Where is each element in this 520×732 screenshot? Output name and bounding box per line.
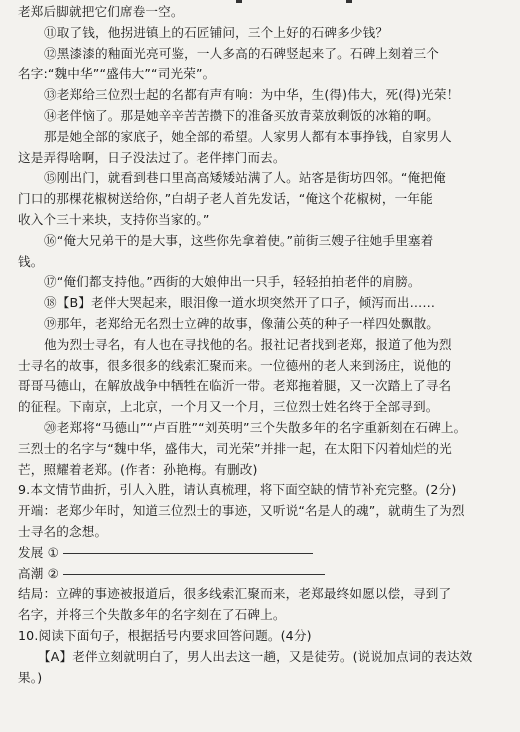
text-line-l24 <box>18 480 504 501</box>
text-line-l08 <box>18 148 504 169</box>
text-line-l31 <box>18 626 504 647</box>
line-text: 【A】老伴立刻就明白了，男人出去这一趟，又是徒劳。(说说加点词的表达效 <box>38 648 473 664</box>
line-text: 的征程。下南京，上北京，一个月又一个月，三位烈士姓名终于全部寻到。 <box>18 399 439 415</box>
line-text: ⑪取了钱，他拐进镇上的石匠铺问，三个上好的石碑多少钱？ <box>44 24 389 40</box>
text-line-l07 <box>18 127 504 148</box>
line-text: 开端：老郑少年时，知道三位烈士的事迹，又听说“名是人的魂”，就萌生了为烈 <box>18 503 465 519</box>
text-line-l30 <box>18 605 504 626</box>
text-line-l06 <box>18 106 504 127</box>
text-line-l16 <box>18 314 504 335</box>
text-line-l01 <box>18 2 504 23</box>
line-text: ⑬老郑给三位烈士起的名都有声有响：为中华，生(得)伟大，死(得)光荣！ <box>44 87 460 103</box>
text-line-l10 <box>18 189 504 210</box>
line-text: 他为烈士寻名，有人也在寻找他的名。报社记者找到老郑，报道了他为烈 <box>44 336 452 352</box>
text-line-l13 <box>18 252 504 273</box>
text-line-l29 <box>18 584 504 605</box>
text-line-l19 <box>18 376 504 397</box>
scan-mark <box>346 0 352 3</box>
answer-blank-line[interactable] <box>63 574 325 575</box>
text-line-l20 <box>18 397 504 418</box>
line-text: 名字，并将三个失散多年的名字刻在了石碑上。 <box>18 607 286 623</box>
body-text <box>18 2 504 688</box>
text-line-l26 <box>18 522 504 543</box>
text-line-l09 <box>18 168 504 189</box>
line-text: ⑯“俺大兄弟干的是大事，这些你先拿着使。”前街三嫂子往她手里塞着 <box>44 232 434 248</box>
line-text: 10.阅读下面句子，根据括号内要求回答问题。(4分) <box>18 627 312 643</box>
line-text: 名字:“魏中华”“盛伟大”“司光荣”。 <box>18 66 216 82</box>
line-text: 这是弄得啥啊，日子没法过了。老伴摔门而去。 <box>18 149 286 165</box>
line-text: 钱。 <box>18 253 44 269</box>
line-text: 结局：立碑的事迹被报道后，很多线索汇聚而来，老郑最终如愿以偿，寻到了 <box>18 586 452 602</box>
line-text: ⑱【B】老伴大哭起来，眼泪像一道水坝突然开了口子，倾泻而出…… <box>44 295 436 311</box>
line-text: ⑮刚出门，就看到巷口里高高矮矮站满了人。站客是街坊四邻。“俺把俺 <box>44 170 446 186</box>
text-line-l21 <box>18 418 504 439</box>
line-text: ⑰“俺们都支持他。”西街的大娘伸出一只手，轻轻拍拍老伴的肩膀。 <box>44 274 421 290</box>
text-line-l18 <box>18 356 504 377</box>
line-text: 哥哥马德山，在解放战争中牺牲在临沂一带。老郑拖着腿，又一次踏上了寻名 <box>18 378 452 394</box>
line-text: 果。) <box>18 669 43 685</box>
line-text: 三烈士的名字与“魏中华，盛伟大，司光荣”并排一起，在太阳下闪着灿烂的光 <box>18 440 452 456</box>
scan-mark <box>236 0 242 3</box>
line-text: ⑳老郑将“马德山”“卢百胜”“刘英明”三个失散多年的名字重新刻在石碑上。 <box>44 419 467 435</box>
line-text: ⑲那年，老郑给无名烈士立碑的故事，像蒲公英的种子一样四处飘散。 <box>44 315 440 331</box>
text-line-l15 <box>18 293 504 314</box>
text-line-l33 <box>18 668 504 689</box>
line-text: 收入个三十来块，支持你当家的。” <box>18 211 210 227</box>
text-line-l14 <box>18 272 504 293</box>
line-text: 老郑后脚就把它们席卷一空。 <box>18 4 184 19</box>
line-text: 那是她全部的家底子，她全部的希望。人家男人都有本事挣钱，自家男人 <box>44 128 452 144</box>
text-line-l11 <box>18 210 504 231</box>
text-line-l25 <box>18 501 504 522</box>
text-line-l32 <box>18 647 504 668</box>
text-line-l03 <box>18 44 504 65</box>
text-line-l27 <box>18 543 504 564</box>
line-text: 士寻名的故事，很多很多的线索汇聚而来。一位德州的老人来到汤庄，说他的 <box>18 357 452 373</box>
line-text: ⑭老伴恼了。那是她辛辛苦苦攒下的准备买放青菜放剩饭的冰箱的啊。 <box>44 107 440 123</box>
text-line-l04 <box>18 64 504 85</box>
text-line-l12 <box>18 231 504 252</box>
line-text: 士寻名的念想。 <box>18 523 108 539</box>
text-line-l28 <box>18 564 504 585</box>
text-line-l02 <box>18 23 504 44</box>
line-text: 芒，照耀着老郑。(作者：孙艳梅。有删改) <box>18 461 258 477</box>
line-text: 9.本文情节曲折，引人入胜，请认真梳理，将下面空缺的情节补充完整。(2分) <box>18 482 457 498</box>
line-text: 发展 ① <box>18 544 60 560</box>
text-line-l17 <box>18 335 504 356</box>
text-line-l23 <box>18 460 504 481</box>
text-line-l22 <box>18 439 504 460</box>
text-line-l05 <box>18 85 504 106</box>
line-text: 门口的那棵花椒树送给你，”白胡子老人首先发话，“俺这个花椒树，一年能 <box>18 191 433 207</box>
line-text: ⑫黑漆漆的釉面光亮可鉴，一人多高的石碑竖起来了。石碑上刻着三个 <box>44 45 440 61</box>
answer-blank-line[interactable] <box>63 553 313 554</box>
line-text: 高潮 ② <box>18 565 60 581</box>
